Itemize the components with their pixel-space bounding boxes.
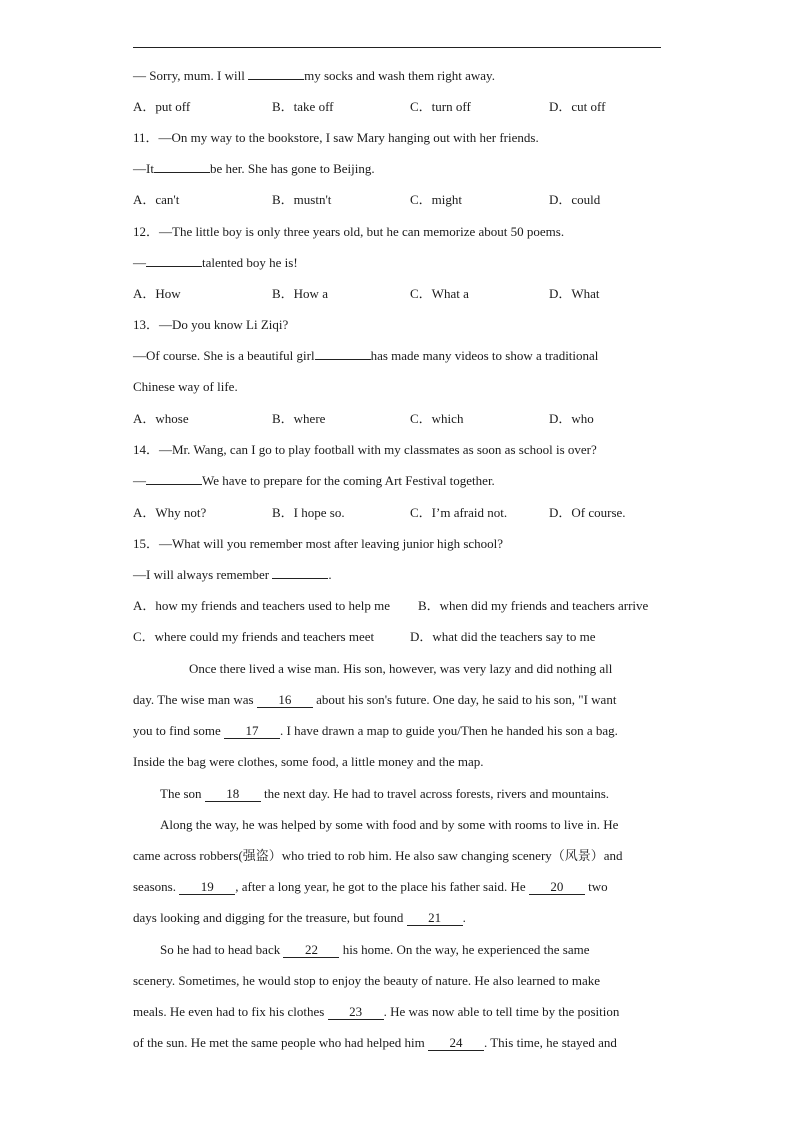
q11-answer-line bbox=[133, 159, 673, 179]
passage-text: meals. He even had to fix his clothes bbox=[133, 1004, 328, 1019]
passage-text: . This time, he stayed and bbox=[483, 1035, 617, 1050]
passage-text: you to find some bbox=[133, 723, 224, 738]
passage-line bbox=[133, 908, 673, 928]
cloze-blank-21[interactable]: 21 bbox=[407, 911, 463, 926]
q10-option-a[interactable]: A．put off bbox=[133, 99, 191, 114]
passage-line bbox=[133, 1033, 673, 1053]
q14-answer-line bbox=[133, 471, 673, 491]
passage-line: Along the way, he was helped by some with food and by some with rooms to live in. He bbox=[160, 817, 619, 832]
passage-text: day. The wise man was bbox=[133, 692, 257, 707]
q10-option-c[interactable]: C．turn off bbox=[410, 99, 471, 114]
q13-answer-text-end: has made many videos to show a traditional bbox=[370, 348, 599, 363]
passage-line bbox=[160, 784, 700, 804]
q13-answer-text: —Of course. She is a beautiful girl bbox=[133, 348, 315, 363]
q12-blank[interactable] bbox=[146, 253, 202, 267]
passage-text: So he had to head back bbox=[160, 942, 284, 957]
cloze-blank-18[interactable]: 18 bbox=[205, 787, 261, 802]
q10-answer-line bbox=[133, 66, 673, 86]
q15-option-a[interactable]: A．how my friends and teachers used to help me bbox=[133, 598, 391, 613]
passage-text: about his son's future. One day, he said to his son, "I want bbox=[312, 692, 617, 707]
q14-option-b[interactable]: B．I hope so. bbox=[272, 505, 345, 520]
q14-option-d[interactable]: D．Of course. bbox=[549, 505, 626, 520]
passage-line: Inside the bag were clothes, some food, a little money and the map. bbox=[133, 754, 484, 769]
q12-option-a[interactable]: A．How bbox=[133, 286, 181, 301]
q12-option-b[interactable]: B．How a bbox=[272, 286, 328, 301]
cloze-blank-22[interactable]: 22 bbox=[283, 943, 339, 958]
q11-option-c[interactable]: C．might bbox=[410, 192, 463, 207]
passage-line bbox=[160, 940, 700, 960]
passage-line: came across robbers(强盗）who tried to rob him. He also saw changing scenery（风景）and bbox=[133, 848, 623, 863]
passage-text: of the sun. He met the same people who had helped him bbox=[133, 1035, 428, 1050]
q14-answer-text: — bbox=[133, 473, 146, 488]
passage-line bbox=[133, 1002, 673, 1022]
cloze-blank-24[interactable]: 24 bbox=[428, 1036, 484, 1051]
passage-line bbox=[133, 721, 673, 741]
q14-answer-text-end: We have to prepare for the coming Art Festival together. bbox=[202, 473, 495, 488]
header-rule bbox=[133, 47, 661, 48]
q10-answer-text: — Sorry, mum. I will bbox=[133, 68, 249, 83]
q10-options bbox=[133, 97, 673, 117]
q15-blank[interactable] bbox=[272, 565, 328, 579]
q11-question: 11．—On my way to the bookstore, I saw Mary hanging out with her friends. bbox=[133, 130, 539, 145]
passage-line: Once there lived a wise man. His son, however, was very lazy and did nothing all bbox=[189, 661, 613, 676]
passage-text: . I have drawn a map to guide you/Then he handed his son a bag. bbox=[280, 723, 618, 738]
q12-options bbox=[133, 284, 673, 304]
q11-option-a[interactable]: A．can't bbox=[133, 192, 180, 207]
q15-option-b[interactable]: B．when did my friends and teachers arrive bbox=[418, 598, 649, 613]
q11-answer-text-end: be her. She has gone to Beijing. bbox=[209, 161, 375, 176]
q12-option-d[interactable]: D．What bbox=[549, 286, 600, 301]
q13-option-c[interactable]: C．which bbox=[410, 411, 464, 426]
q10-option-d[interactable]: D．cut off bbox=[549, 99, 606, 114]
q11-option-d[interactable]: D．could bbox=[549, 192, 601, 207]
cloze-blank-20[interactable]: 20 bbox=[529, 880, 585, 895]
q12-option-c[interactable]: C．What a bbox=[410, 286, 469, 301]
q15-answer-text-end: . bbox=[328, 567, 332, 582]
q13-options bbox=[133, 409, 673, 429]
passage-text: . He was now able to tell time by the position bbox=[383, 1004, 620, 1019]
q13-blank[interactable] bbox=[315, 346, 371, 360]
passage-text: days looking and digging for the treasure, but found bbox=[133, 910, 407, 925]
passage-text: , after a long year, he got to the place his father said. He bbox=[235, 879, 529, 894]
q14-option-c[interactable]: C．I’m afraid not. bbox=[410, 505, 508, 520]
passage-text: seasons. bbox=[133, 879, 180, 894]
q12-answer-line bbox=[133, 253, 673, 273]
passage-text: the next day. He had to travel across forests, rivers and mountains. bbox=[260, 786, 610, 801]
q13-question: 13．—Do you know Li Ziqi? bbox=[133, 317, 289, 332]
passage-line bbox=[133, 877, 673, 897]
q15-options-row2 bbox=[133, 627, 673, 647]
q14-option-a[interactable]: A．Why not? bbox=[133, 505, 207, 520]
passage-text: The son bbox=[160, 786, 205, 801]
q13-answer-cont: Chinese way of life. bbox=[133, 379, 238, 394]
q11-options bbox=[133, 190, 673, 210]
q15-answer-line bbox=[133, 565, 673, 585]
q11-blank[interactable] bbox=[154, 159, 210, 173]
q14-blank[interactable] bbox=[146, 471, 202, 485]
q15-option-c[interactable]: C．where could my friends and teachers meet bbox=[133, 629, 375, 644]
passage-text: . bbox=[462, 910, 466, 925]
q12-answer-text: — bbox=[133, 255, 146, 270]
q14-question: 14．—Mr. Wang, can I go to play football with my classmates as soon as school is over? bbox=[133, 442, 597, 457]
q10-answer-text-end: my socks and wash them right away. bbox=[304, 68, 495, 83]
q15-option-d[interactable]: D．what did the teachers say to me bbox=[410, 629, 596, 644]
q13-option-a[interactable]: A．whose bbox=[133, 411, 189, 426]
cloze-blank-17[interactable]: 17 bbox=[224, 724, 280, 739]
q10-blank[interactable] bbox=[248, 66, 304, 80]
q13-answer-line bbox=[133, 346, 673, 366]
q15-options-row1 bbox=[133, 596, 673, 616]
cloze-blank-23[interactable]: 23 bbox=[328, 1005, 384, 1020]
q13-option-d[interactable]: D．who bbox=[549, 411, 594, 426]
q11-answer-text: —It bbox=[133, 161, 154, 176]
passage-text: two bbox=[584, 879, 608, 894]
q12-question: 12．—The little boy is only three years old, but he can memorize about 50 poems. bbox=[133, 224, 565, 239]
q14-options bbox=[133, 503, 673, 523]
q10-option-b[interactable]: B．take off bbox=[272, 99, 334, 114]
q15-question: 15．—What will you remember most after leaving junior high school? bbox=[133, 536, 504, 551]
q13-option-b[interactable]: B．where bbox=[272, 411, 326, 426]
passage-line: scenery. Sometimes, he would stop to enjoy the beauty of nature. He also learned to make bbox=[133, 973, 601, 988]
q11-option-b[interactable]: B．mustn't bbox=[272, 192, 332, 207]
cloze-blank-19[interactable]: 19 bbox=[179, 880, 235, 895]
passage-line bbox=[133, 690, 673, 710]
cloze-blank-16[interactable]: 16 bbox=[257, 693, 313, 708]
q12-answer-text-end: talented boy he is! bbox=[202, 255, 298, 270]
passage-text: his home. On the way, he experienced the same bbox=[339, 942, 590, 957]
q15-answer-text: —I will always remember bbox=[133, 567, 273, 582]
